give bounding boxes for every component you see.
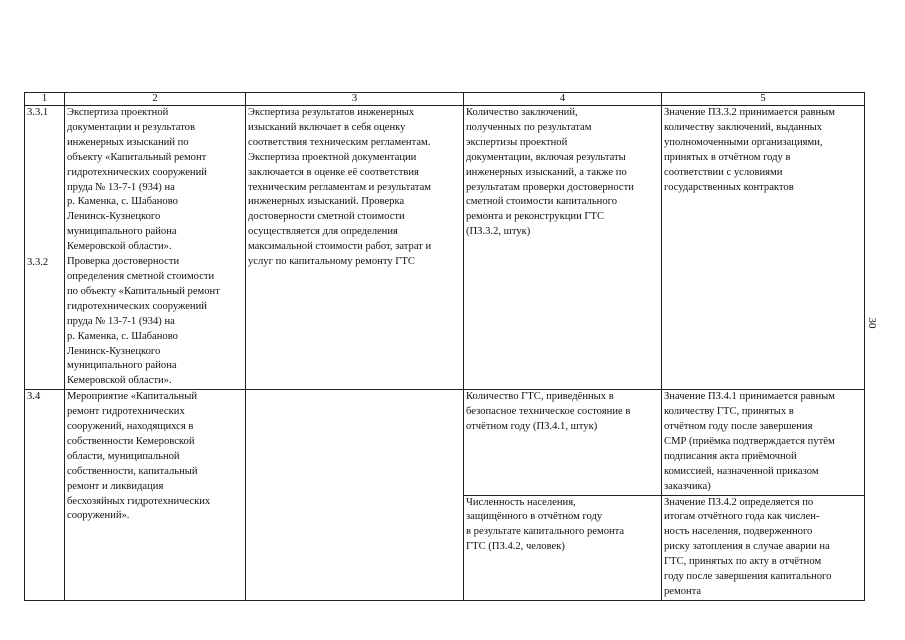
text-line: количеству заключений, выданных	[664, 121, 823, 133]
header-cell: 5	[662, 93, 865, 106]
text-line: инженерных изысканий, а также по	[466, 166, 627, 178]
text-line: Ленинск-Кузнецкого	[67, 211, 161, 223]
page-number: 30	[866, 317, 878, 329]
header-cell: 2	[65, 93, 246, 106]
text-line: собственности, капитальный	[67, 465, 198, 477]
text-line: отчётном году после завершения	[664, 421, 813, 433]
text-line: осуществляется для определения	[248, 226, 398, 238]
text-line: ремонта	[664, 586, 702, 597]
text-line: итогам отчётного года как числен-	[664, 511, 820, 523]
text-line: сооружений, находящихся в	[67, 421, 194, 433]
calculation-method-cell	[662, 106, 865, 390]
row-number: 3.3.2	[27, 256, 49, 268]
text-line: Значение ПЗ.4.2 определяется по	[664, 496, 814, 508]
table-row	[25, 106, 865, 390]
text-line: заказчика)	[664, 480, 711, 492]
text-line: отчётном году (ПЗ.4.1, штук)	[466, 421, 598, 433]
text-line: инженерных изысканий. Проверка	[248, 196, 405, 208]
text-line: соответствия техническим регламентам.	[248, 136, 431, 148]
row-number-cell	[25, 106, 65, 390]
calculation-method-cell	[662, 390, 865, 495]
text-line: пруда № 13-7-1 (934) на	[67, 315, 175, 327]
text-line: Количество заключений,	[466, 107, 578, 118]
text-line: ремонт и ликвидация	[67, 480, 164, 492]
header-cell: 1	[25, 93, 65, 106]
text-line: Количество ГТС, приведённых в	[466, 391, 614, 403]
text-line: принятых в отчётном году в	[664, 151, 791, 163]
text-line: СМР (приёмка подтверждается путём	[664, 435, 835, 447]
text-line: количеству ГТС, принятых в	[664, 406, 794, 418]
text-line: безопасное техническое состояние в	[466, 406, 631, 418]
text-line: услуг по капитальному ремонту ГТС	[248, 256, 415, 268]
text-line: муниципального района	[67, 226, 177, 238]
text-line: сметной стоимости капитального	[466, 196, 617, 208]
text-line: уполномоченными организациями,	[664, 136, 823, 148]
text-line: комиссией, назначенной приказом	[664, 465, 819, 477]
calculation-method-cell	[662, 495, 865, 600]
text-line: гидротехнических сооружений	[67, 300, 207, 312]
text-line: максимальной стоимости работ, затрат и	[248, 241, 432, 253]
text-line: ГТС, принятых по акту в отчётном	[664, 556, 822, 568]
text-line: Численность населения,	[466, 496, 576, 508]
text-line: техническим регламентам и результатам	[248, 181, 431, 193]
table-header-row	[25, 93, 865, 106]
measure-description-cell	[246, 390, 464, 601]
text-line: экспертизы проектной	[466, 136, 568, 148]
text-line: защищённого в отчётном году	[466, 511, 603, 523]
text-line: Экспертиза проектной	[67, 107, 169, 118]
text-line: пруда № 13-7-1 (934) на	[67, 181, 175, 193]
measure-name-cell	[65, 106, 246, 390]
text-line: сооружений».	[67, 510, 130, 522]
text-line: соответствии с условиями	[664, 166, 783, 178]
row-number: 3.3.1	[27, 107, 49, 118]
text-line: Ленинск-Кузнецкого	[67, 345, 161, 357]
text-line: документации и результатов	[67, 121, 195, 133]
text-line: Кемеровской области».	[67, 375, 172, 387]
text-line: изысканий включает в себя оценку	[248, 121, 406, 133]
text-line: Экспертиза результатов инженерных	[248, 107, 415, 118]
measure-description-cell	[246, 106, 464, 390]
text-line: Значение ПЗ.4.1 принимается равным	[664, 391, 835, 403]
text-line: Экспертиза проектной документации	[248, 151, 417, 163]
text-line: документации, включая результаты	[466, 151, 626, 163]
text-line: ремонта и реконструкции ГТС	[466, 211, 605, 223]
text-line: Мероприятие «Капитальный	[67, 391, 197, 403]
header-cell: 3	[246, 93, 464, 106]
text-line: области, муниципальной	[67, 450, 180, 462]
indicator-cell	[464, 390, 662, 495]
header-cell: 4	[464, 93, 662, 106]
text-line: (ПЗ.3.2, штук)	[466, 226, 531, 238]
text-line: ность населения, подверженного	[664, 526, 813, 538]
text-line: инженерных изысканий по	[67, 136, 189, 148]
text-line: объекту «Капитальный ремонт	[67, 151, 207, 163]
measure-name-cell	[65, 390, 246, 601]
text-line: бесхозяйных гидротехнических	[67, 495, 211, 507]
text-line: заключается в оценке её соответствия	[248, 166, 419, 178]
indicator-cell	[464, 495, 662, 600]
text-line: собственности Кемеровской	[67, 435, 195, 447]
text-line: гидротехнических сооружений	[67, 166, 207, 178]
text-line: результатам проверки достоверности	[466, 181, 634, 193]
text-line: определения сметной стоимости	[67, 270, 215, 282]
text-line: в результате капитального ремонта	[466, 526, 625, 538]
table-row	[25, 390, 865, 495]
text-line: году после завершения капитального	[664, 571, 832, 583]
text-line: государственных контрактов	[664, 181, 794, 193]
indicator-cell	[464, 106, 662, 390]
text-line: р. Каменка, с. Шабаново	[67, 196, 178, 208]
text-line: муниципального района	[67, 360, 177, 372]
text-line: Значение ПЗ.3.2 принимается равным	[664, 107, 835, 118]
indicator-table	[24, 92, 865, 601]
text-line: р. Каменка, с. Шабаново	[67, 330, 178, 342]
text-line: полученных по результатам	[466, 121, 592, 133]
text-line: Проверка достоверности	[67, 256, 180, 268]
text-line: достоверности сметной стоимости	[248, 211, 405, 223]
text-line: Кемеровской области».	[67, 241, 172, 253]
text-line: ГТС (ПЗ.4.2, человек)	[466, 541, 565, 553]
text-line: ремонт гидротехнических	[67, 406, 185, 418]
row-number-cell: 3.4	[25, 390, 65, 601]
text-line: по объекту «Капитальный ремонт	[67, 285, 220, 297]
text-line: подписания акта приёмочной	[664, 450, 797, 462]
text-line: риску затопления в случае аварии на	[664, 541, 830, 553]
